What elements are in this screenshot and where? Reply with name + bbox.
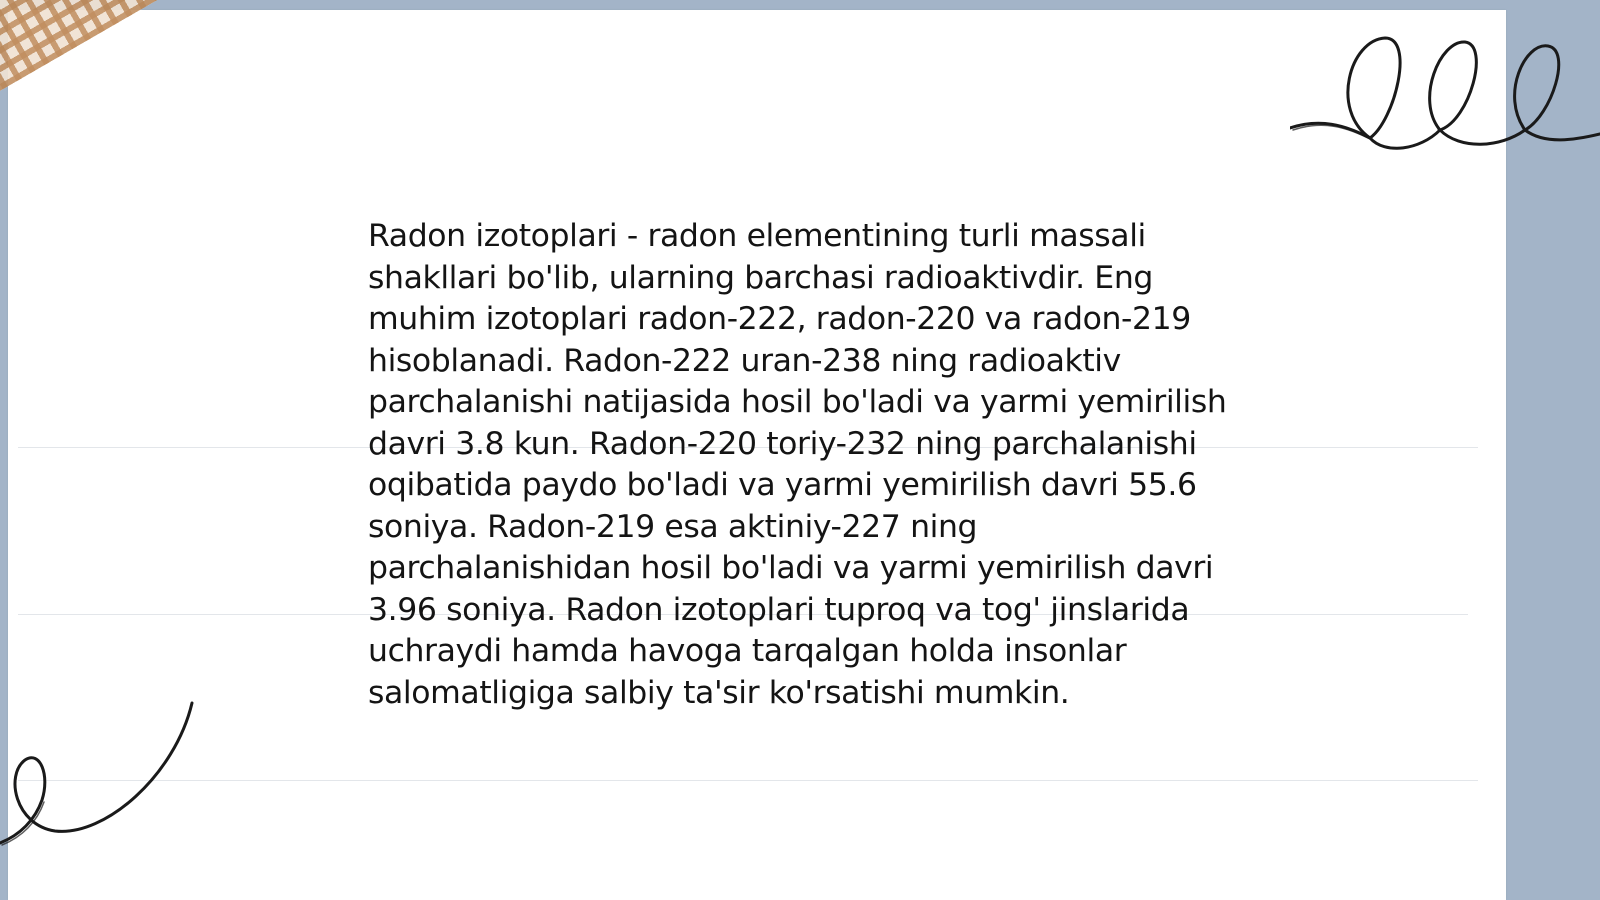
loop-swirl-icon (0, 695, 200, 855)
loop-scribble-icon (1290, 30, 1600, 160)
body-paragraph: Radon izotoplari - radon elementining turli massali shakllari bo'lib, ularning barchasi radioaktivdir. Eng muhim izotoplari radon-222, radon-220 va radon-219 hisoblanadi. Radon-222 uran-238 ning radioaktiv parchalanishi natijasida hosil bo'ladi va yarmi yemirilish davri 3.8 kun. Radon-220 toriy-232 ning parchalanishi oqibatida paydo bo'ladi va yarmi yemirilish davri 55.6 soniya. Radon-219 esa aktiniy-227 ning parchalanishidan hosil bo'ladi va yarmi yemirilish davri 3.96 soniya. Radon izotoplari tuproq va tog' jinslarida uchraydi hamda havoga tarqalgan holda insonlar salomatligiga salbiy ta'sir ko'rsatishi mumkin. (368, 218, 1227, 711)
paper-rule-line (18, 780, 1478, 781)
paper-sheet (8, 10, 1506, 900)
